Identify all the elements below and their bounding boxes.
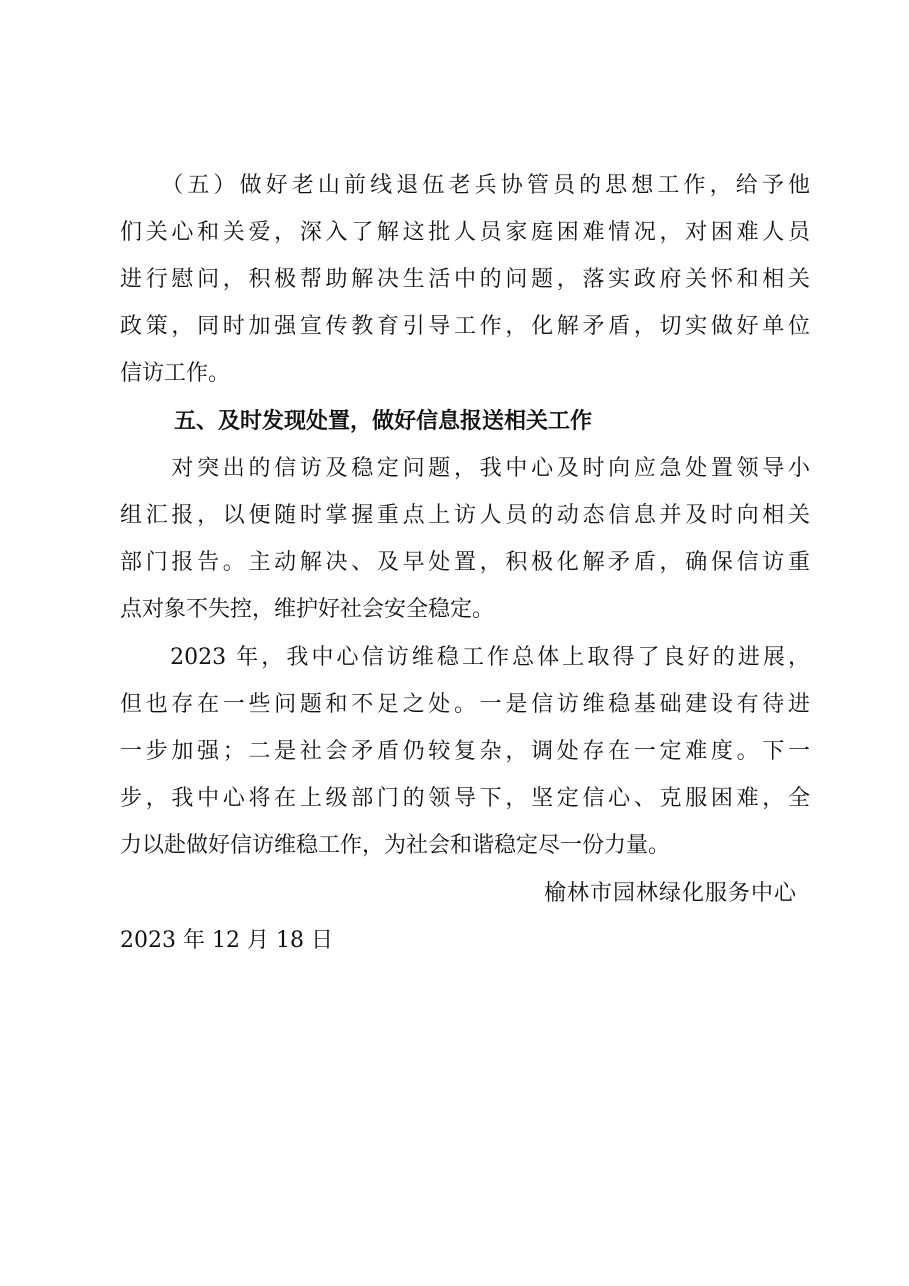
section-heading: 五、及时发现处置，做好信息报送相关工作 [174, 409, 593, 434]
paragraph-line: 一步加强；二是社会矛盾仍较复杂，调处存在一定难度。下一 [120, 739, 810, 764]
paragraph-line: （五）做好老山前线退伍老兵协管员的思想工作，给予他 [120, 173, 810, 198]
paragraph-line: 点对象不失控，维护好社会安全稳定。 [120, 597, 495, 622]
signature-organization: 榆林市园林绿化服务中心 [543, 881, 797, 906]
paragraph-line: 部门报告。主动解决、及早处置，积极化解矛盾，确保信访重 [120, 550, 810, 575]
paragraph-line: 2023 年，我中心信访维稳工作总体上取得了良好的进展， [120, 645, 810, 670]
paragraph-line: 们关心和关爱，深入了解这批人员家庭困难情况，对困难人员 [120, 220, 810, 245]
document-date: 2023 年 12 月 18 日 [120, 928, 333, 953]
paragraph-line: 政策，同时加强宣传教育引导工作，化解矛盾，切实做好单位 [120, 314, 810, 339]
paragraph-line: 步，我中心将在上级部门的领导下，坚定信心、克服困难，全 [120, 786, 810, 811]
paragraph-line: 但也存在一些问题和不足之处。一是信访维稳基础建设有待进 [120, 692, 810, 717]
paragraph-line: 进行慰问，积极帮助解决生活中的问题，落实政府关怀和相关 [120, 267, 810, 292]
paragraph-line: 对突出的信访及稳定问题，我中心及时向应急处置领导小 [120, 456, 810, 481]
paragraph-line: 信访工作。 [120, 361, 231, 386]
paragraph-line: 组汇报，以便随时掌握重点上访人员的动态信息并及时向相关 [120, 503, 810, 528]
paragraph-line: 力以赴做好信访维稳工作，为社会和谐稳定尽一份力量。 [120, 833, 671, 858]
